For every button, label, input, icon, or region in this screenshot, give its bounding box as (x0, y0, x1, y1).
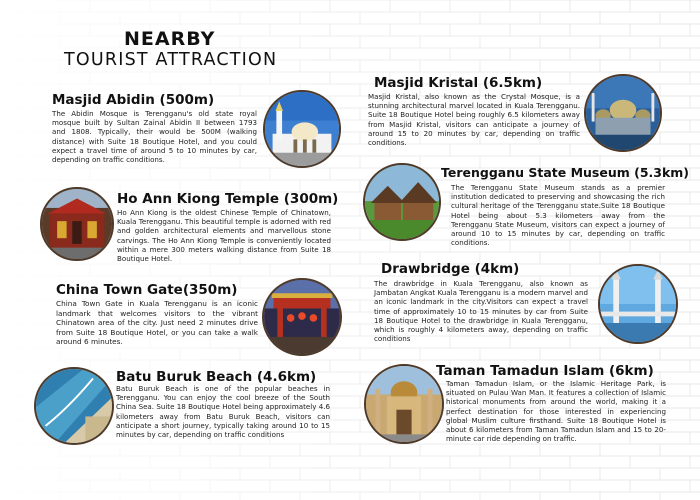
attraction-description-terengganu-state-museum: The Terengganu State Museum stands as a premier institution dedicated to preserving and showcasing the rich cultural heritage of the Terengganu state.Suite 18 Boutique Hotel being about 5.3 kilometers away from the Terengganu State Museum, visitors can expect a journey of around 10 to 15 minutes by car, depending on traffic conditions. (451, 183, 665, 248)
drawbridge-photo (598, 264, 678, 344)
attraction-heading-drawbridge: Drawbridge (4km) (381, 261, 520, 277)
attraction-description-taman-tamadun-islam: Taman Tamadun Islam, or the Islamic Heritage Park, is situated on Pulau Wan Man. It features a collection of Islamic historical monuments from around the world, making it a perfect destination for those interested in experiencing global Muslim culture firsthand. Suite 18 Boutique Hotel is about 6 kilometers from Taman Tamadun Islam and 15 to 20-minute car ride depending on traffic. (446, 379, 666, 444)
attraction-description-masjid-kristal: Masjid Kristal, also known as the Crystal Mosque, is a stunning architectural marvel located in Kuala Terengganu. Suite 18 Boutique Hotel being roughly 6.5 kilometers away from Masjid Kristal, visitors can anticipate a journey of around 15 to 20 minutes by car, depending on traffic conditions. (368, 92, 580, 148)
museum-icon (365, 165, 439, 239)
masjid-kristal-photo (584, 74, 662, 152)
attraction-heading-masjid-kristal: Masjid Kristal (6.5km) (374, 75, 543, 91)
crystal-mosque-icon (586, 76, 660, 150)
heritage-park-icon (366, 366, 442, 442)
attraction-heading-china-town-gate: China Town Gate(350m) (56, 282, 238, 298)
attraction-description-ho-ann-kiong: Ho Ann Kiong is the oldest Chinese Temple of Chinatown, Kuala Terengganu. This beautiful temple is adorned with red and golden architectural elements and marvellous stone carvings. The Ho Ann Kiong Temple is conveniently located within a mere 300 meters walking distance from Suite 18 Boutique Hotel. (117, 208, 331, 264)
mosque-icon (265, 92, 339, 166)
temple-icon (42, 189, 112, 259)
batu-buruk-beach-photo (34, 367, 114, 445)
attraction-description-drawbridge: The drawbridge in Kuala Terengganu, also known as Jambatan Angkat Kuala Terengganu is a modern marvel and an iconic landmark in the city.Visitors can expect a travel time of approximately 10 to 15 minutes by car from Suite 18 Boutique Hotel to the drawbridge in Kuala Terengganu, which is roughly 4 kilometers away, depending on traffic conditions (374, 279, 588, 344)
bridge-icon (600, 266, 676, 342)
gate-icon (264, 280, 340, 354)
beach-icon (36, 369, 112, 443)
attraction-heading-batu-buruk-beach: Batu Buruk Beach (4.6km) (116, 369, 317, 385)
page-title: NEARBY (124, 28, 216, 50)
attraction-heading-taman-tamadun-islam: Taman Tamadun Islam (6km) (436, 363, 654, 379)
attraction-description-masjid-abidin: The Abidin Mosque is Terengganu's old state royal mosque built by Sultan Zainal Abidin II between 1793 and 1808. Typically, their would be 500M (walking distance) with Suite 18 Boutique Hotel, and you could expect a travel time of around 5 to 10 minutes by car, depending on traffic conditions. (52, 109, 257, 165)
attraction-description-batu-buruk-beach: Batu Buruk Beach is one of the popular beaches in Terengganu. You can enjoy the cool breeze of the South China Sea. Suite 18 Boutique Hotel being approximately 4.6 kilometers away from Batu Buruk Beach, visitors can anticipate a short journey, typically taking around 10 to 15 minutes by car, depending on traffic conditions (116, 384, 330, 440)
attraction-heading-ho-ann-kiong: Ho Ann Kiong Temple (300m) (117, 191, 339, 207)
attraction-description-china-town-gate: China Town Gate in Kuala Terengganu is an iconic landmark that welcomes visitors to the vibrant Chinatown area of the city. Just need 2 minutes drive from Suite 18 Boutique Hotel, or you can take a walk around 6 minutes. (56, 299, 258, 347)
attraction-heading-terengganu-state-museum: Terengganu State Museum (5.3km) (441, 165, 690, 180)
ho-ann-kiong-temple-photo (40, 187, 114, 261)
taman-tamadun-islam-photo (364, 364, 444, 444)
terengganu-state-museum-photo (363, 163, 441, 241)
page-subtitle: TOURIST ATTRACTION (64, 50, 278, 70)
china-town-gate-photo (262, 278, 342, 356)
masjid-abidin-photo (263, 90, 341, 168)
attraction-heading-masjid-abidin: Masjid Abidin (500m) (52, 92, 215, 108)
